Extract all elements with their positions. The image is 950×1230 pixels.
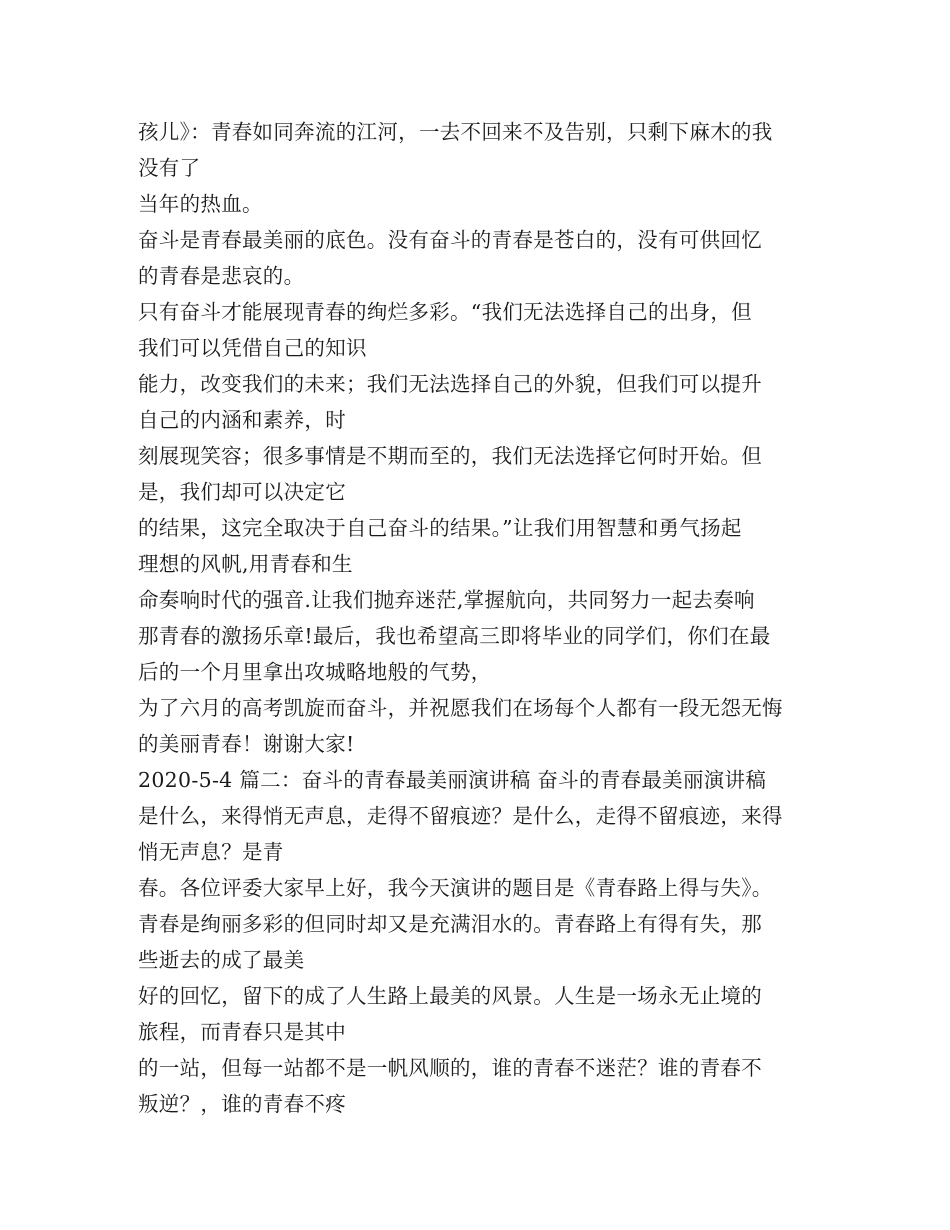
text-line: 当年的热血。 (138, 192, 263, 216)
text-line: 是，我们却可以决定它 (138, 480, 346, 504)
text-line: 的美丽青春！谢谢大家! (138, 732, 355, 756)
text-line: 那青春的激扬乐章!最后，我也希望高三即将毕业的同学们，你们在最 (138, 624, 771, 648)
text-line: 些逝去的成了最美 (138, 948, 305, 972)
text-line: 孩儿》：青春如同奔流的江河，一去不回来不及告别，只剩下麻木的我 (138, 120, 773, 144)
text-line: 没有了 (138, 156, 201, 180)
text-line: 理想的风帆,用青春和生 (138, 552, 353, 576)
body-text (138, 114, 828, 1122)
text-line: 好的回忆，留下的成了人生路上最美的风景。人生是一场永无止境的 (138, 984, 762, 1008)
text-line: 的一站，但每一站都不是一帆风顺的，谁的青春不迷茫？谁的青春不 (138, 1056, 762, 1080)
text-line: 能力，改变我们的未来；我们无法选择自己的外貌，但我们可以提升 (138, 372, 762, 396)
text-line: 自己的内涵和素养，时 (138, 408, 346, 432)
text-line: 的结果，这完全取决于自己奋斗的结果。”让我们用智慧和勇气扬起 (138, 516, 742, 540)
text-line: 命奏响时代的强音.让我们抛弃迷茫,掌握航向，共同努力一起去奏响 (138, 588, 755, 612)
text-line: 是什么，来得悄无声息，走得不留痕迹？是什么，走得不留痕迹，来得 (138, 804, 783, 828)
text-line: 奋斗是青春最美丽的底色。没有奋斗的青春是苍白的，没有可供回忆 (138, 228, 762, 252)
text-line: 叛逆？，谁的青春不疼 (138, 1092, 346, 1116)
text-line: 旅程，而青春只是其中 (138, 1020, 346, 1044)
text-line: 春。各位评委大家早上好，我今天演讲的题目是《青春路上得与失》。 (138, 876, 773, 900)
text-line: 2020-5-4 篇二：奋斗的青春最美丽演讲稿 奋斗的青春最美丽演讲稿 (138, 768, 767, 792)
text-line: 刻展现笑容；很多事情是不期而至的，我们无法选择它何时开始。但 (138, 444, 762, 468)
text-line: 只有奋斗才能展现青春的绚烂多彩。“我们无法选择自己的出身，但 (138, 300, 752, 324)
text-line: 为了六月的高考凯旋而奋斗，并祝愿我们在场每个人都有一段无怨无悔 (138, 696, 783, 720)
text-line: 我们可以凭借自己的知识 (138, 336, 367, 360)
text-line: 的青春是悲哀的。 (138, 264, 305, 288)
text-line: 后的一个月里拿出攻城略地般的气势， (138, 660, 492, 684)
text-line: 悄无声息？是青 (138, 840, 284, 864)
text-line: 青春是绚丽多彩的但同时却又是充满泪水的。青春路上有得有失，那 (138, 912, 762, 936)
